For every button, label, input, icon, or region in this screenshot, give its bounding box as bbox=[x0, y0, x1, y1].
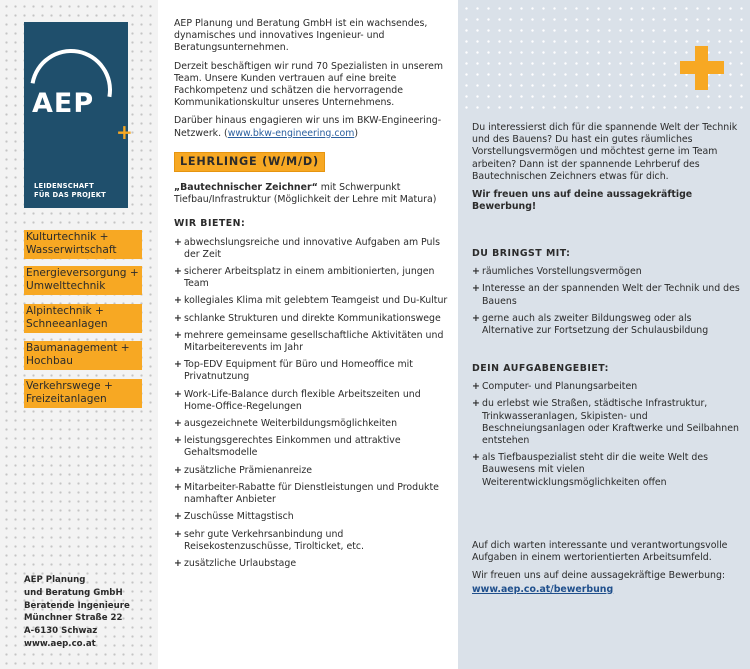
bring-title: DU BRINGST MIT: bbox=[472, 248, 571, 259]
decorative-plus-icon bbox=[680, 46, 724, 90]
job-title: „Bautechnischer Zeichner“ mit Schwerpunkt Tiefbau/Infrastruktur (Möglichkeit der Lehre mit Matura) bbox=[174, 182, 437, 206]
bkw-link[interactable]: www.bkw-engineering.com bbox=[227, 127, 355, 139]
list-item: + leistungsgerechtes Einkommen und attraktive Gehaltsmodelle bbox=[174, 435, 450, 459]
application-link[interactable]: www.aep.co.at/bewerbung bbox=[472, 583, 614, 595]
tasks-title: DEIN AUFGABENGEBIET: bbox=[472, 363, 609, 374]
bring-list bbox=[472, 266, 744, 337]
logo-plus-icon: + bbox=[116, 120, 133, 144]
list-item: + abwechslungsreiche und innovative Aufgaben am Puls der Zeit bbox=[174, 237, 450, 261]
list-item: + gerne auch als zweiter Bildungsweg oder als Alternative zur Fortsetzung der Schulausbildung bbox=[472, 313, 744, 337]
intro-paragraph-3: Darüber hinaus engagieren wir uns im BKW-Engineering-Netzwerk. (www.bkw-engineering.com) bbox=[174, 115, 442, 139]
job-heading: LEHRLINGE (W/M/D) bbox=[174, 152, 325, 172]
main-content bbox=[174, 18, 450, 575]
badge-energieversorgung: Energieversorgung + Umwelttechnik bbox=[24, 266, 142, 295]
list-item: + schlanke Strukturen und direkte Kommunikationswege bbox=[174, 313, 450, 325]
list-item: + Interesse an der spannenden Welt der Technik und des Bauens bbox=[472, 283, 744, 307]
logo-slogan: LEIDENSCHAFT FÜR DAS PROJEKT bbox=[34, 182, 106, 199]
tasks-list bbox=[472, 381, 744, 489]
badge-kulturtechnik: Kulturtechnik + Wasserwirtschaft bbox=[24, 230, 142, 259]
list-item: + sicherer Arbeitsplatz in einem ambitionierten, jungen Team bbox=[174, 266, 450, 290]
list-item: + du erlebst wie Straßen, städtische Infrastruktur, Trinkwasseranlagen, Skipisten- und Beschneiungsanlagen oder Kraftwerke und Seilbahnen entstehen bbox=[472, 398, 744, 447]
list-item: + Mitarbeiter-Rabatte für Dienstleistungen und Produkte namhafter Anbieter bbox=[174, 482, 450, 506]
list-item: + Work-Life-Balance durch flexible Arbeitszeiten und Home-Office-Regelungen bbox=[174, 389, 450, 413]
aep-logo bbox=[24, 22, 133, 208]
list-item: + als Tiefbauspezialist steht dir die weite Welt des Bauwesens mit vielen Weiterentwicklungsmöglichkeiten offen bbox=[472, 452, 744, 489]
list-item: + zusätzliche Urlaubstage bbox=[174, 558, 450, 570]
company-address: AEP Planung und Beratung GmbH Beratende Ingenieure Münchner Straße 22 A-6130 Schwaz www.aep.co.at bbox=[24, 574, 154, 651]
list-item: + mehrere gemeinsame gesellschaftliche Aktivitäten und Mitarbeiterevents im Jahr bbox=[174, 330, 450, 354]
badge-baumanagement: Baumanagement + Hochbau bbox=[24, 341, 142, 370]
list-item: + Zuschüsse Mittagstisch bbox=[174, 511, 450, 523]
list-item: + räumliches Vorstellungsvermögen bbox=[472, 266, 744, 278]
closing-cta: Wir freuen uns auf deine aussagekräftige Bewerbung: bbox=[472, 570, 726, 582]
list-item: + zusätzliche Prämienanreize bbox=[174, 465, 450, 477]
right-intro-cta: Wir freuen uns auf deine aussagekräftige Bewerbung! bbox=[472, 189, 693, 213]
bring-section bbox=[472, 248, 744, 342]
intro-paragraph-2: Derzeit beschäftigen wir rund 70 Spezialisten in unserem Team. Unsere Kunden vertrauen auf eine breite Fachkompetenz und schätzen die hervorragende Kommunikationskultur unseres Unternehmens. bbox=[174, 60, 443, 109]
list-item: + Top-EDV Equipment für Büro und Homeoffice mit Privatnutzung bbox=[174, 359, 450, 383]
right-intro bbox=[472, 122, 744, 219]
intro-paragraph-1: AEP Planung und Beratung GmbH ist ein wachsendes, dynamisches und innovatives Ingenieur- und Beratungsunternehmen. bbox=[174, 18, 428, 54]
logo-text: AEP bbox=[32, 88, 95, 119]
badge-alpintechnik: Alpintechnik + Schneeanlagen bbox=[24, 304, 142, 333]
list-item: + ausgezeichnete Weiterbildungsmöglichkeiten bbox=[174, 418, 450, 430]
list-item: + Computer- und Planungsarbeiten bbox=[472, 381, 744, 393]
offers-list bbox=[174, 237, 450, 570]
right-intro-paragraph: Du interessierst dich für die spannende Welt der Technik und des Bauens? Du hast ein gutes räumliches Vorstellungsvermögen und möchtest gerne im Team arbeiten? Dann ist der spannende Lehrberuf des Bautechnischen Zeichners etwas für dich. bbox=[472, 122, 738, 182]
offers-title: WIR BIETEN: bbox=[174, 218, 246, 230]
badge-verkehrswege: Verkehrswege + Freizeitanlagen bbox=[24, 379, 142, 408]
closing-paragraph: Auf dich warten interessante und verantwortungsvolle Aufgaben in einem wertorientierten Arbeitsumfeld. bbox=[472, 540, 728, 564]
tasks-section bbox=[472, 363, 744, 494]
list-item: + sehr gute Verkehrsanbindung und Reisekostenzuschüsse, Tirolticket, etc. bbox=[174, 529, 450, 553]
website-link[interactable]: www.aep.co.at bbox=[24, 638, 96, 649]
list-item: + kollegiales Klima mit gelebtem Teamgeist und Du-Kultur bbox=[174, 295, 450, 307]
closing-section bbox=[472, 540, 744, 596]
